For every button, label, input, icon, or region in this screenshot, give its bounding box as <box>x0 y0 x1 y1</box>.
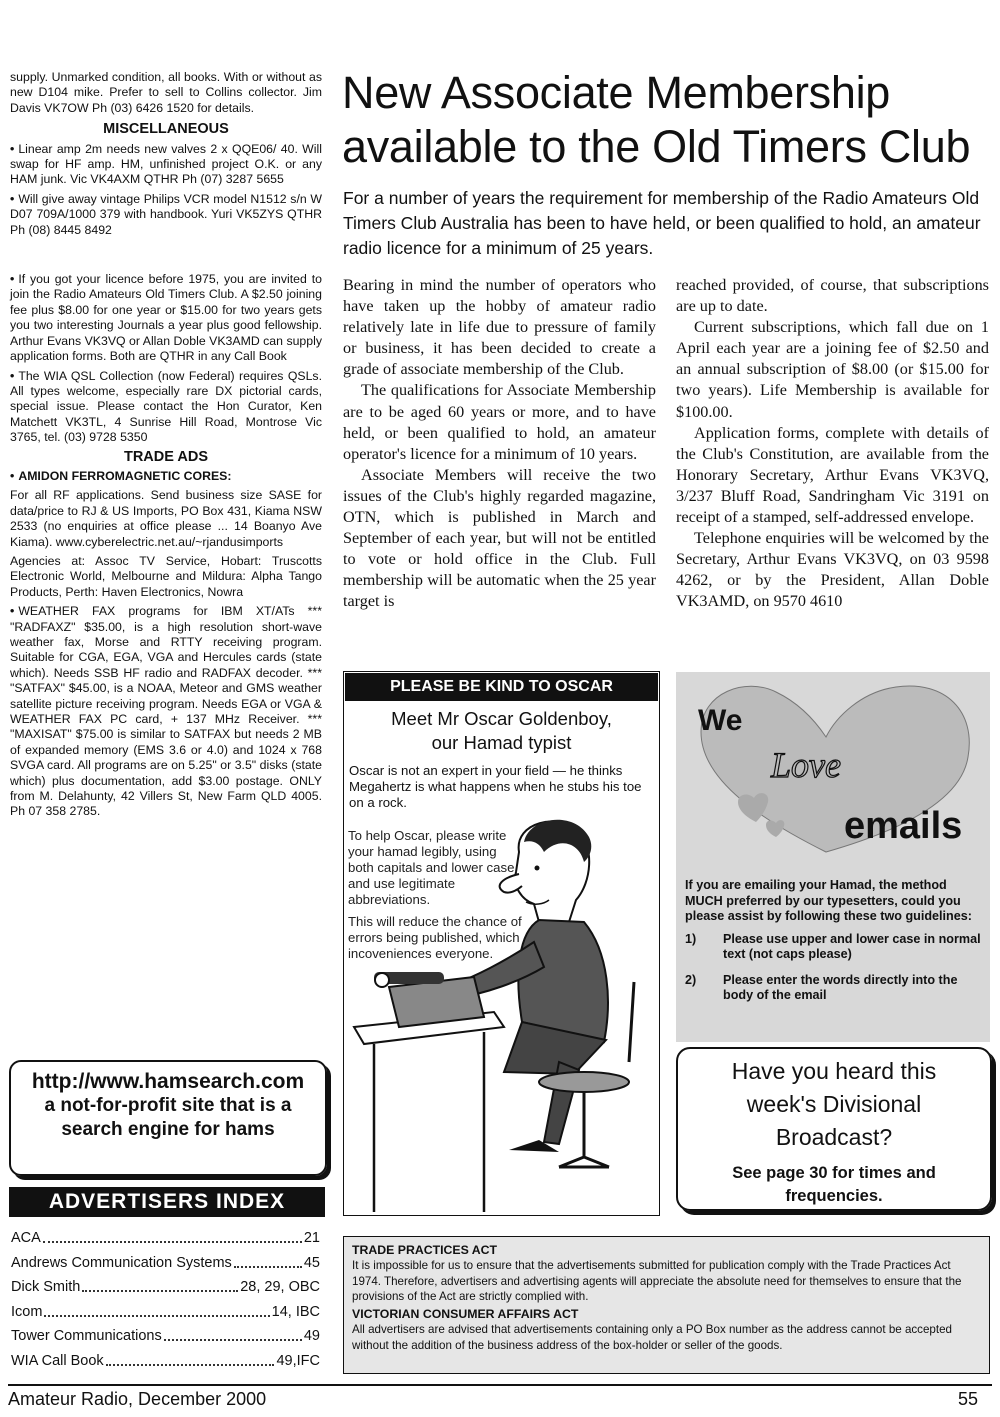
love-text: Love <box>771 745 841 785</box>
hamsearch-line1: a not-for-profit site that is a <box>44 1095 292 1116</box>
bullet-icon: • <box>10 468 15 483</box>
email-rule: 2) Please enter the words directly into the body of the email <box>685 972 958 1002</box>
advertiser-row: WIA Call Book 49,IFC <box>11 1352 320 1369</box>
broadcast-question: Have you heard this week's Divisional Broadcast? <box>731 1058 937 1150</box>
heart-graphic <box>676 672 990 872</box>
bullet-icon: • <box>10 368 15 383</box>
trade-practices-box <box>343 1236 990 1374</box>
article-column-2 <box>676 275 989 613</box>
amidon-text: For all RF applications. Send business size SASE for data/price to RJ & US Imports, PO Box 431, Kiama NSW 2533 (no enquiries at office please ... 14 Boanyo Ave Kiama). www.cyberelectric.net.au/~rjandusimports <box>10 488 322 549</box>
article-paragraph: The qualifications for Associate Membership are to be aged 60 years or more, and to have held, or been qualified to hold, an amateur operator's licence for a minimum of 10 years. <box>343 381 656 463</box>
advertiser-row: Icom 14, IBC <box>11 1303 320 1320</box>
classified-item: • Will give away vintage Philips VCR model N1512 s/n W D07 709A/1000 379 with handbook. Yuri VK5ZYS QTHR Ph (08) 8445 8492 <box>10 191 322 237</box>
advertiser-row: Dick Smith 28, 29, OBC <box>11 1279 320 1296</box>
broadcast-subtext: See page 30 for times and frequencies. <box>732 1164 936 1205</box>
we-text: We <box>698 704 743 737</box>
bullet-icon: • <box>10 191 15 206</box>
classified-continued: supply. Unmarked condition, all books. With or without as new D104 mike. Prefer to sell to Collins collector. Jim Davis VK7OW Ph (03) 6426 1520 for details. <box>10 70 322 115</box>
article-headline: New Associate Membership available to the Old Timers Club <box>342 67 971 172</box>
oscar-intro: Oscar is not an expert in your field — he thinks Megahertz is what happens when he stubs his toe on a rock. <box>349 763 642 810</box>
trade-ads-heading: TRADE ADS <box>123 448 209 465</box>
article-paragraph: reached provided, of course, that subscriptions are up to date. <box>676 276 989 316</box>
emails-text: emails <box>844 805 963 847</box>
consumer-affairs-heading: VICTORIAN CONSUMER AFFAIRS ACT <box>352 1307 579 1322</box>
advertisers-index-list <box>11 1226 320 1373</box>
advertiser-row: ACA 21 <box>11 1230 320 1247</box>
classified-item: • Linear amp 2m needs new valves 2 x QQE06/ 40. Will swap for HF amp. HM, unfinished project O.K. or any HAM junk. Vic VK4AXM QTHR Ph (07) 3287 5655 <box>10 141 322 187</box>
oscar-help-1: To help Oscar, please write your hamad legibly, using both capitals and lower case, and use legitimate abbreviations. <box>348 828 519 907</box>
oscar-box <box>343 671 660 1216</box>
classifieds-column <box>10 70 322 824</box>
advertisers-index-heading: ADVERTISERS INDEX <box>9 1187 325 1217</box>
broadcast-box <box>676 1047 992 1211</box>
hamsearch-line2: search engine for hams <box>61 1119 275 1140</box>
trade-practices-text: It is impossible for us to ensure that the advertisements submitted for publication comply with the Trade Practices Act 1974. Therefore, advertisers and advertising agents will appreciate the absolute need for themselves to ensure that the provisions of the Act are strictly complied with. <box>352 1259 962 1303</box>
trade-practices-heading: TRADE PRACTICES ACT <box>352 1243 498 1257</box>
oscar-banner: PLEASE BE KIND TO OSCAR <box>345 673 658 701</box>
footer-rule <box>8 1384 992 1386</box>
article-paragraph: Current subscriptions, which fall due on 1 April each year are a joining fee of $2.50 and an annual subscription of $8.00 (or $15.00 for two years). Life Membership is available for $100.00. <box>676 318 989 421</box>
consumer-affairs-text: All advertisers are advised that advertisements containing only a PO Box number as the address cannot be accepted without the addition of the business address of the box-holder or seller of the goods. <box>352 1323 952 1352</box>
love-emails-box <box>676 672 990 1042</box>
oscar-title: Meet Mr Oscar Goldenboy, our Hamad typist <box>391 708 612 753</box>
email-guidelines <box>685 878 981 1004</box>
email-intro: If you are emailing your Hamad, the method MUCH preferred by our typesetters, could you please assist by following these two guidelines: <box>685 878 972 923</box>
classified-item: • The WIA QSL Collection (now Federal) requires QSLs. All types welcome, especially rare DX pictorial cards, special issue. Please contact the Hon Curator, Ken Matchett VK3TL, 4 Sunrise Hill Road, Montrose Vic 3765, tel. (03) 9728 5350 <box>10 368 322 445</box>
hamsearch-box <box>9 1060 327 1176</box>
hamsearch-link[interactable]: http://www.hamsearch.com <box>31 1070 305 1093</box>
footer-publication: Amateur Radio, December 2000 <box>8 1389 267 1409</box>
article-standfirst: For a number of years the requirement for membership of the Radio Amateurs Old Timers Club Australia has been to have held, or been qualified to hold, an amateur radio licence for a minimum of 25 years. <box>343 188 981 258</box>
classified-item: • WEATHER FAX programs for IBM XT/ATs *** "RADFAXZ" $35.00, is a high resolution short-wave weather fax, Morse and RTTY receiving program. Suitable for CGA, EGA, VGA and Hercules cards (state which). Needs SSB HF radio and RADFAX decoder. *** "SATFAX" $45.00, is a NOAA, Meteor and GMS weather satellite picture receiving program. Needs EGA or VGA & WEATHER FAX PC card, + 137 MHz Receiver. *** "MAXISAT" $75.00 is similar to SATFAX but needs 2 MB of expanded memory (EMS 3.6 or 4.0) and 1024 x 768 SVGA card. All programs are on 5.25" or 3.5" disks (state which) plus documentation, add $3.00 postage. ONLY from M. Delahunty, 42 Villers St, New Farm QLD 4005. Ph 07 358 2785. <box>10 604 322 819</box>
classified-item: • If you got your licence before 1975, you are invited to join the Radio Amateurs Old Timers Club. A $2.50 joining fee plus $8.00 for one year or $15.00 for two years gets you two interesting Journals a year plus good fellowship. Arthur Evans VK3VQ or Allan Doble VK3AMD can supply application forms. Both are QTHR in any Call Book <box>10 272 322 364</box>
article-paragraph: Bearing in mind the number of operators who have taken up the hobby of amateur radio relatively late in life due to pressure of family or business, it has been decided to create a grade of associate membership of the Club. <box>343 276 656 379</box>
article-paragraph: Telephone enquiries will be welcomed by the Secretary, Arthur Evans VK3VQ, on 03 9598 4262, or by the President, Allan Doble VK3AMD, on 9570 4610 <box>676 529 989 611</box>
bullet-icon: • <box>10 141 15 156</box>
email-rule: 1) Please use upper and lower case in normal text (not caps please) <box>685 931 981 961</box>
bullet-icon: • <box>10 272 15 287</box>
page-number: 55 <box>958 1389 979 1409</box>
advertiser-row: Tower Communications 49 <box>11 1328 320 1345</box>
article-paragraph: Associate Members will receive the two issues of the Club's highly regarded magazine, OTN, which is published in March and September of each year, but will not be entitled to vote or hold office in the Club. Full membership will be automatic when the 25 year target is <box>343 465 656 611</box>
agencies-text: Agencies at: Assoc TV Service, Hobart: Truscotts Electronic World, Melbourne and Mildura: Alpha Tango Products, Perth: Haven Electronics, Nowra <box>10 553 322 599</box>
amidon-title: • AMIDON FERROMAGNETIC CORES: <box>10 468 232 483</box>
article-column-1 <box>343 275 656 613</box>
misc-heading: MISCELLANEOUS <box>103 121 229 138</box>
advertiser-row: Andrews Communication Systems 45 <box>11 1254 320 1271</box>
oscar-instructions <box>348 828 523 968</box>
article-paragraph: Application forms, complete with details of the Club's Constitution, are available from the Honorary Secretary, Arthur Evans VK3VQ, 3/237 Bluff Road, Sandringham Vic 3191 on receipt of a stamped, self-addressed envelope. <box>676 423 989 527</box>
oscar-help-2: This will reduce the chance of errors being published, which incoveniences everyone. <box>348 914 522 961</box>
bullet-icon: • <box>10 604 15 619</box>
